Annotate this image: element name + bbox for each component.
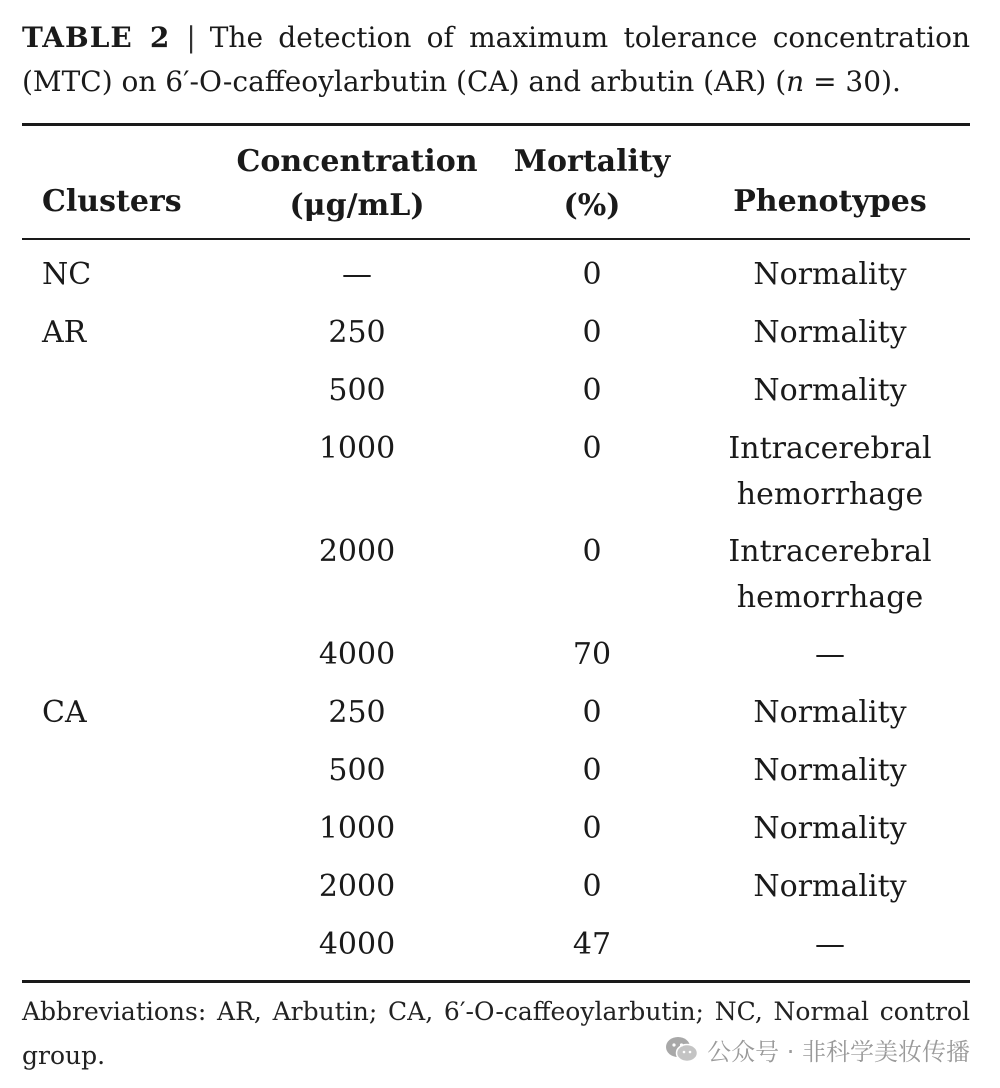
cell-phenotype: —	[815, 927, 845, 962]
table-top-rule	[22, 123, 970, 126]
cell-phenotype-line1: Intracerebral	[728, 534, 932, 569]
caption-n-symbol: n	[786, 65, 805, 98]
table-header-rule	[22, 238, 970, 240]
cell-mortality: 0	[582, 373, 602, 408]
table-row	[22, 527, 970, 630]
header-concentration-line1: Concentration	[236, 144, 478, 179]
caption-n-value: = 30).	[804, 65, 901, 98]
cell-cluster: NC	[42, 257, 92, 292]
cell-concentration: 500	[328, 373, 386, 408]
cell-concentration: 2000	[318, 869, 396, 904]
cell-concentration: —	[342, 257, 372, 292]
header-mortality-line1: Mortality	[513, 144, 671, 179]
table-label: TABLE 2	[22, 21, 171, 54]
table-row	[22, 424, 970, 527]
cell-phenotype	[712, 529, 948, 621]
header-clusters: Clusters	[42, 184, 182, 219]
cell-phenotype: —	[815, 637, 845, 672]
cell-mortality: 0	[582, 811, 602, 846]
watermark-text: 公众号 · 非科学美妆传播	[707, 1038, 970, 1066]
cell-phenotype: Normality	[753, 753, 907, 788]
cell-mortality: 47	[572, 927, 612, 962]
cell-phenotype: Normality	[753, 695, 907, 730]
cell-mortality: 0	[582, 257, 602, 292]
table-row	[22, 920, 970, 978]
cell-mortality: 0	[582, 753, 602, 788]
cell-cluster: AR	[42, 315, 87, 350]
cell-mortality: 0	[582, 431, 602, 466]
table-row	[22, 308, 970, 366]
cell-phenotype: Normality	[753, 373, 907, 408]
cell-concentration: 4000	[318, 637, 396, 672]
cell-phenotype-line1: Intracerebral	[728, 431, 932, 466]
cell-mortality: 0	[582, 869, 602, 904]
cell-concentration: 2000	[318, 534, 396, 569]
cell-phenotype: Normality	[753, 811, 907, 846]
table-body	[22, 250, 970, 978]
cell-phenotype: Normality	[753, 257, 907, 292]
cell-phenotype	[712, 426, 948, 518]
cell-phenotype-line2: hemorrhage	[736, 580, 924, 615]
cell-phenotype-line2: hemorrhage	[736, 477, 924, 512]
cell-concentration: 1000	[318, 811, 396, 846]
table-row	[22, 630, 970, 688]
table-row	[22, 862, 970, 920]
cell-mortality: 0	[582, 534, 602, 569]
cell-concentration: 250	[328, 695, 386, 730]
header-phenotypes: Phenotypes	[733, 184, 927, 219]
cell-mortality: 70	[572, 637, 612, 672]
cell-cluster: CA	[42, 695, 87, 730]
table-bottom-rule	[22, 980, 970, 983]
table-row	[22, 688, 970, 746]
caption-separator: |	[186, 21, 196, 54]
table-header	[22, 140, 970, 230]
watermark	[665, 1032, 970, 1067]
cell-concentration: 4000	[318, 927, 396, 962]
header-mortality-line2: (%)	[563, 188, 621, 223]
table-row	[22, 804, 970, 862]
cell-mortality: 0	[582, 315, 602, 350]
header-mortality	[492, 140, 692, 228]
header-concentration	[232, 140, 482, 228]
cell-phenotype: Normality	[753, 315, 907, 350]
cell-concentration: 250	[328, 315, 386, 350]
cell-concentration: 1000	[318, 431, 396, 466]
header-concentration-line2: (μg/mL)	[289, 188, 425, 223]
cell-mortality: 0	[582, 695, 602, 730]
table-row	[22, 366, 970, 424]
cell-concentration: 500	[328, 753, 386, 788]
cell-phenotype: Normality	[753, 869, 907, 904]
table-row	[22, 746, 970, 804]
wechat-icon	[665, 1036, 699, 1064]
table-row	[22, 250, 970, 308]
table-footnote: Abbreviations: AR, Arbutin; CA, 6′-O-caffeoylarbutin; NC, Normal control group.	[22, 997, 970, 1070]
caption-text: The detection of maximum tolerance concentration (MTC) on 6′-O-caffeoylarbutin (CA) and arbutin (AR) (	[22, 21, 970, 98]
table-caption	[22, 16, 970, 104]
